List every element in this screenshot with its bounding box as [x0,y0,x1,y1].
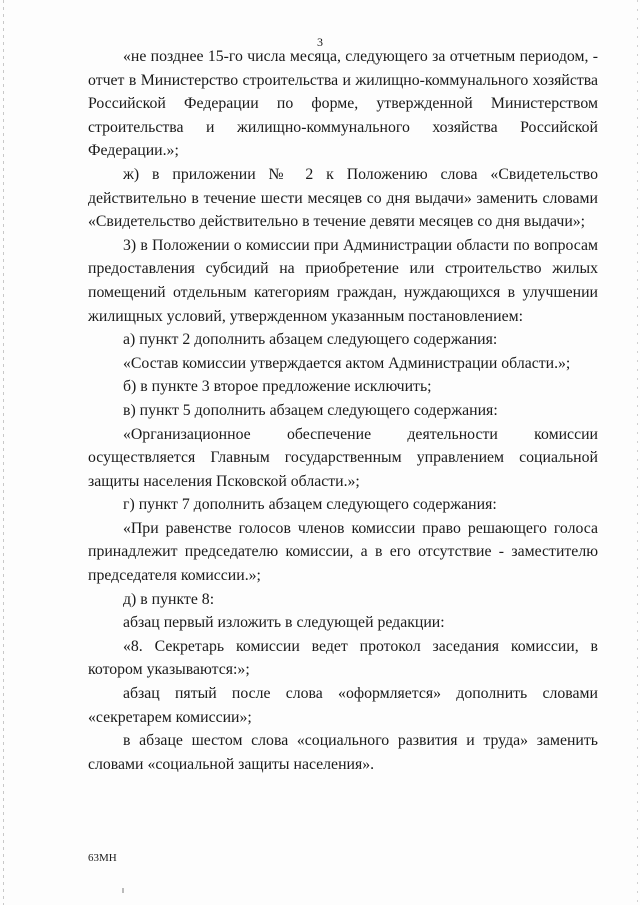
paragraph: «При равенстве голосов членов комиссии право решающего голоса принадлежит председателю комиссии, а в его отсутствие - заместителю председателя комиссии.»; [88,519,598,585]
paragraph: ж) в приложении № 2 к Положению слова «Свидетельство действительно в течение шести месяцев со дня выдачи» заменить словами «Свидетельство действительно в течение девяти месяцев со дня выдачи»; [88,165,598,231]
document-body [88,45,598,776]
page-number: 3 [317,35,323,49]
scan-edge-left [3,0,4,905]
paragraph: а) пункт 2 дополнить абзацем следующего содержания: [123,331,498,349]
paragraph: «Состав комиссии утверждается актом Администрации области.»; [123,354,571,372]
paragraph: 3) в Положении о комиссии при Администрации области по вопросам предоставления субсидий на приобретение или строительство жилых помещений отдельным категориям граждан, нуждающихся в улучшении жилищных условий, утвержденном указанным постановлением: [88,236,598,325]
paragraph: «8. Секретарь комиссии ведет протокол заседания комиссии, в котором указываются:»; [88,637,598,679]
paragraph: д) в пункте 8: [123,590,215,608]
footer-code: 63МН [88,852,117,864]
scan-edge-right [637,0,638,905]
paragraph: «не позднее 15-го числа месяца, следующего за отчетным периодом, - отчет в Министерство строительства и жилищно-коммунального хозяйства Российской Федерации по форме, утвержденной Министерством строительства и жилищно-коммунального хозяйства Российской Федерации.»; [88,48,598,160]
paragraph: абзац пятый после слова «оформляется» дополнить словами «секретарем комиссии»; [88,685,598,726]
paragraph: б) в пункте 3 второе предложение исключить; [123,378,432,396]
scan-artifact [122,888,124,893]
paragraph: абзац первый изложить в следующей редакции: [123,614,445,632]
paragraph: «Организационное обеспечение деятельности комиссии осуществляется Главным государственным управлением социальной защиты населения Псковской области.»; [88,425,598,490]
paragraph: г) пункт 7 дополнить абзацем следующего содержания: [123,496,497,514]
paragraph: в абзаце шестом слова «социального развития и труда» заменить словами «социальной защиты населения». [88,732,598,773]
paragraph: в) пункт 5 дополнить абзацем следующего содержания: [123,401,498,419]
